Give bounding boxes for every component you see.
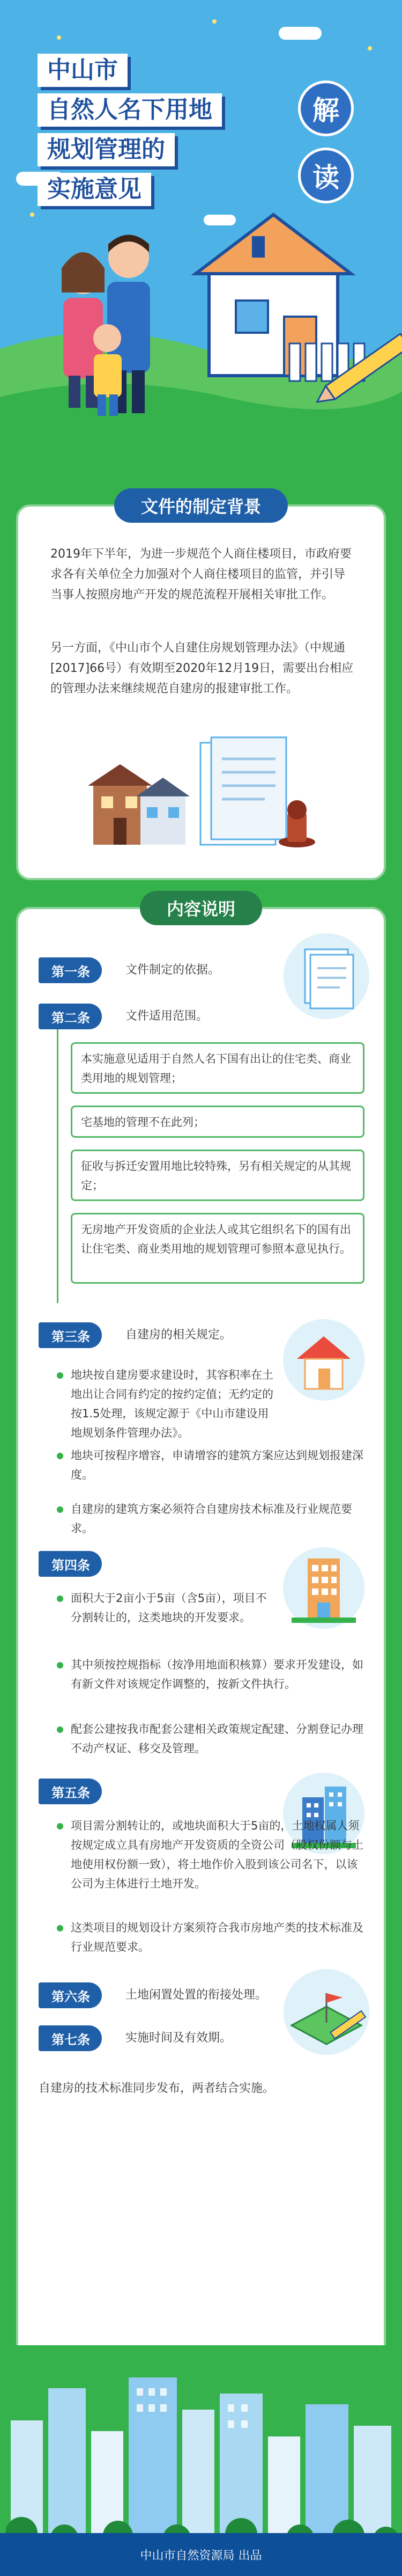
badge-du: 读 [298,148,354,203]
scope-box-4: 无房地产开发资质的企业法人或其它组织名下的国有出让住宅类、商业类用地的规划管理可参照本意见执行。 [71,1213,364,1284]
content-card [16,899,386,2469]
title-line-1: 中山市 [38,54,128,87]
hero-banner [0,0,402,483]
article-3-bullet-2: 地块可按程序增容，申请增容的建筑方案应达到规划报建深度。 [71,1446,364,1484]
article-6-tag: 第六条 [39,1982,102,2008]
article-7-tag: 第七条 [39,2025,102,2051]
title-line-3: 规划管理的 [38,133,175,166]
article-5-bullet-1: 项目需分割转让的，或地块面积大于5亩的，土地权属人须按规定成立具有房地产开发资质的全资公司（股权份额与土地使用权份额一致），将土地作价入股到该公司名下，以该公司为主体进行土地开发。 [71,1816,364,1893]
article-4-bullet-2: 其中须按控规指标（按净用地面积核算）要求开发建设，如有新文件对该规定作调整的，按新文件执行。 [71,1655,364,1694]
closing-note: 自建房的技术标准同步发布，两者结合实施。 [39,2082,275,2095]
article-4-bullet-3: 配套公建按我市配套公建相关政策规定配建、分割登记办理不动产权证、移交及管理。 [71,1719,364,1758]
article-1-tag: 第一条 [39,957,102,983]
article-1-text: 文件制定的依据。 [125,963,220,977]
land-plot-icon [281,1966,372,2058]
title-line-4: 实施意见 [38,173,151,206]
article-6-text: 土地闲置处置的衔接处理。 [125,1988,267,2002]
badge-jie: 解 [298,80,354,136]
article-5-tag: 第五条 [39,1779,102,1804]
article-3-text: 自建房的相关规定。 [125,1328,232,1342]
article-4-bullet-1: 面积大于2亩小于5亩（含5亩），项目不分割转让的，这类地块的开发要求。 [71,1589,274,1627]
article-2-connector [57,1029,58,1303]
scope-box-1: 本实施意见适用于自然人名下国有出让的住宅类、商业类用地的规划管理； [71,1042,364,1094]
scope-box-2: 宅基地的管理不在此列； [71,1106,364,1138]
document-icon [281,931,372,1022]
article-4-tag: 第四条 [39,1551,102,1577]
hero-title [38,54,222,213]
background-card [16,496,386,880]
article-3-bullet-3: 自建房的建筑方案必须符合自建房技术标准及行业规范要求。 [71,1499,364,1538]
scope-box-3: 征收与拆迁安置用地比较特殊，另有相关规定的从其规定； [71,1150,364,1201]
background-paragraph-1: 2019年下半年，为进一步规范个人商住楼项目，市政府要求各有关单位全力加强对个人商住楼项目的监管，并引导当事人按照房地产开发的规范流程开展相关审批工作。 [50,547,352,602]
article-5-bullet-2: 这类项目的规划设计方案须符合我市房地产类的技术标准及行业规范要求。 [71,1918,364,1957]
documents-illustration [83,732,318,855]
article-2-text: 文件适用范围。 [125,1009,209,1023]
content-heading: 内容说明 [140,891,262,925]
building-icon [281,1542,367,1634]
article-3-tag: 第三条 [39,1322,102,1348]
background-paragraph-2: 另一方面，《中山市个人自建住房规划管理办法》（中规通[2017]66号）有效期至2020年12月19日，需要出台相应的管理办法来继续规范自建房的报建审批工作。 [50,641,354,696]
main-content [0,462,402,2576]
article-3-bullet-1: 地块按自建房要求建设时，其容积率在土地出让合同有约定的按约定值；无约定的按1.5处理，该规定源于《中山市建设用地规划条件管理办法》。 [71,1365,274,1443]
background-heading: 文件的制定背景 [114,488,288,523]
article-7-text: 实施时间及有效期。 [125,2031,232,2045]
footer-credit: 中山市自然资源局 出品 [0,2533,402,2576]
house-icon [281,1317,367,1403]
article-2-tag: 第二条 [39,1004,102,1029]
title-line-2: 自然人名下用地 [38,93,222,127]
